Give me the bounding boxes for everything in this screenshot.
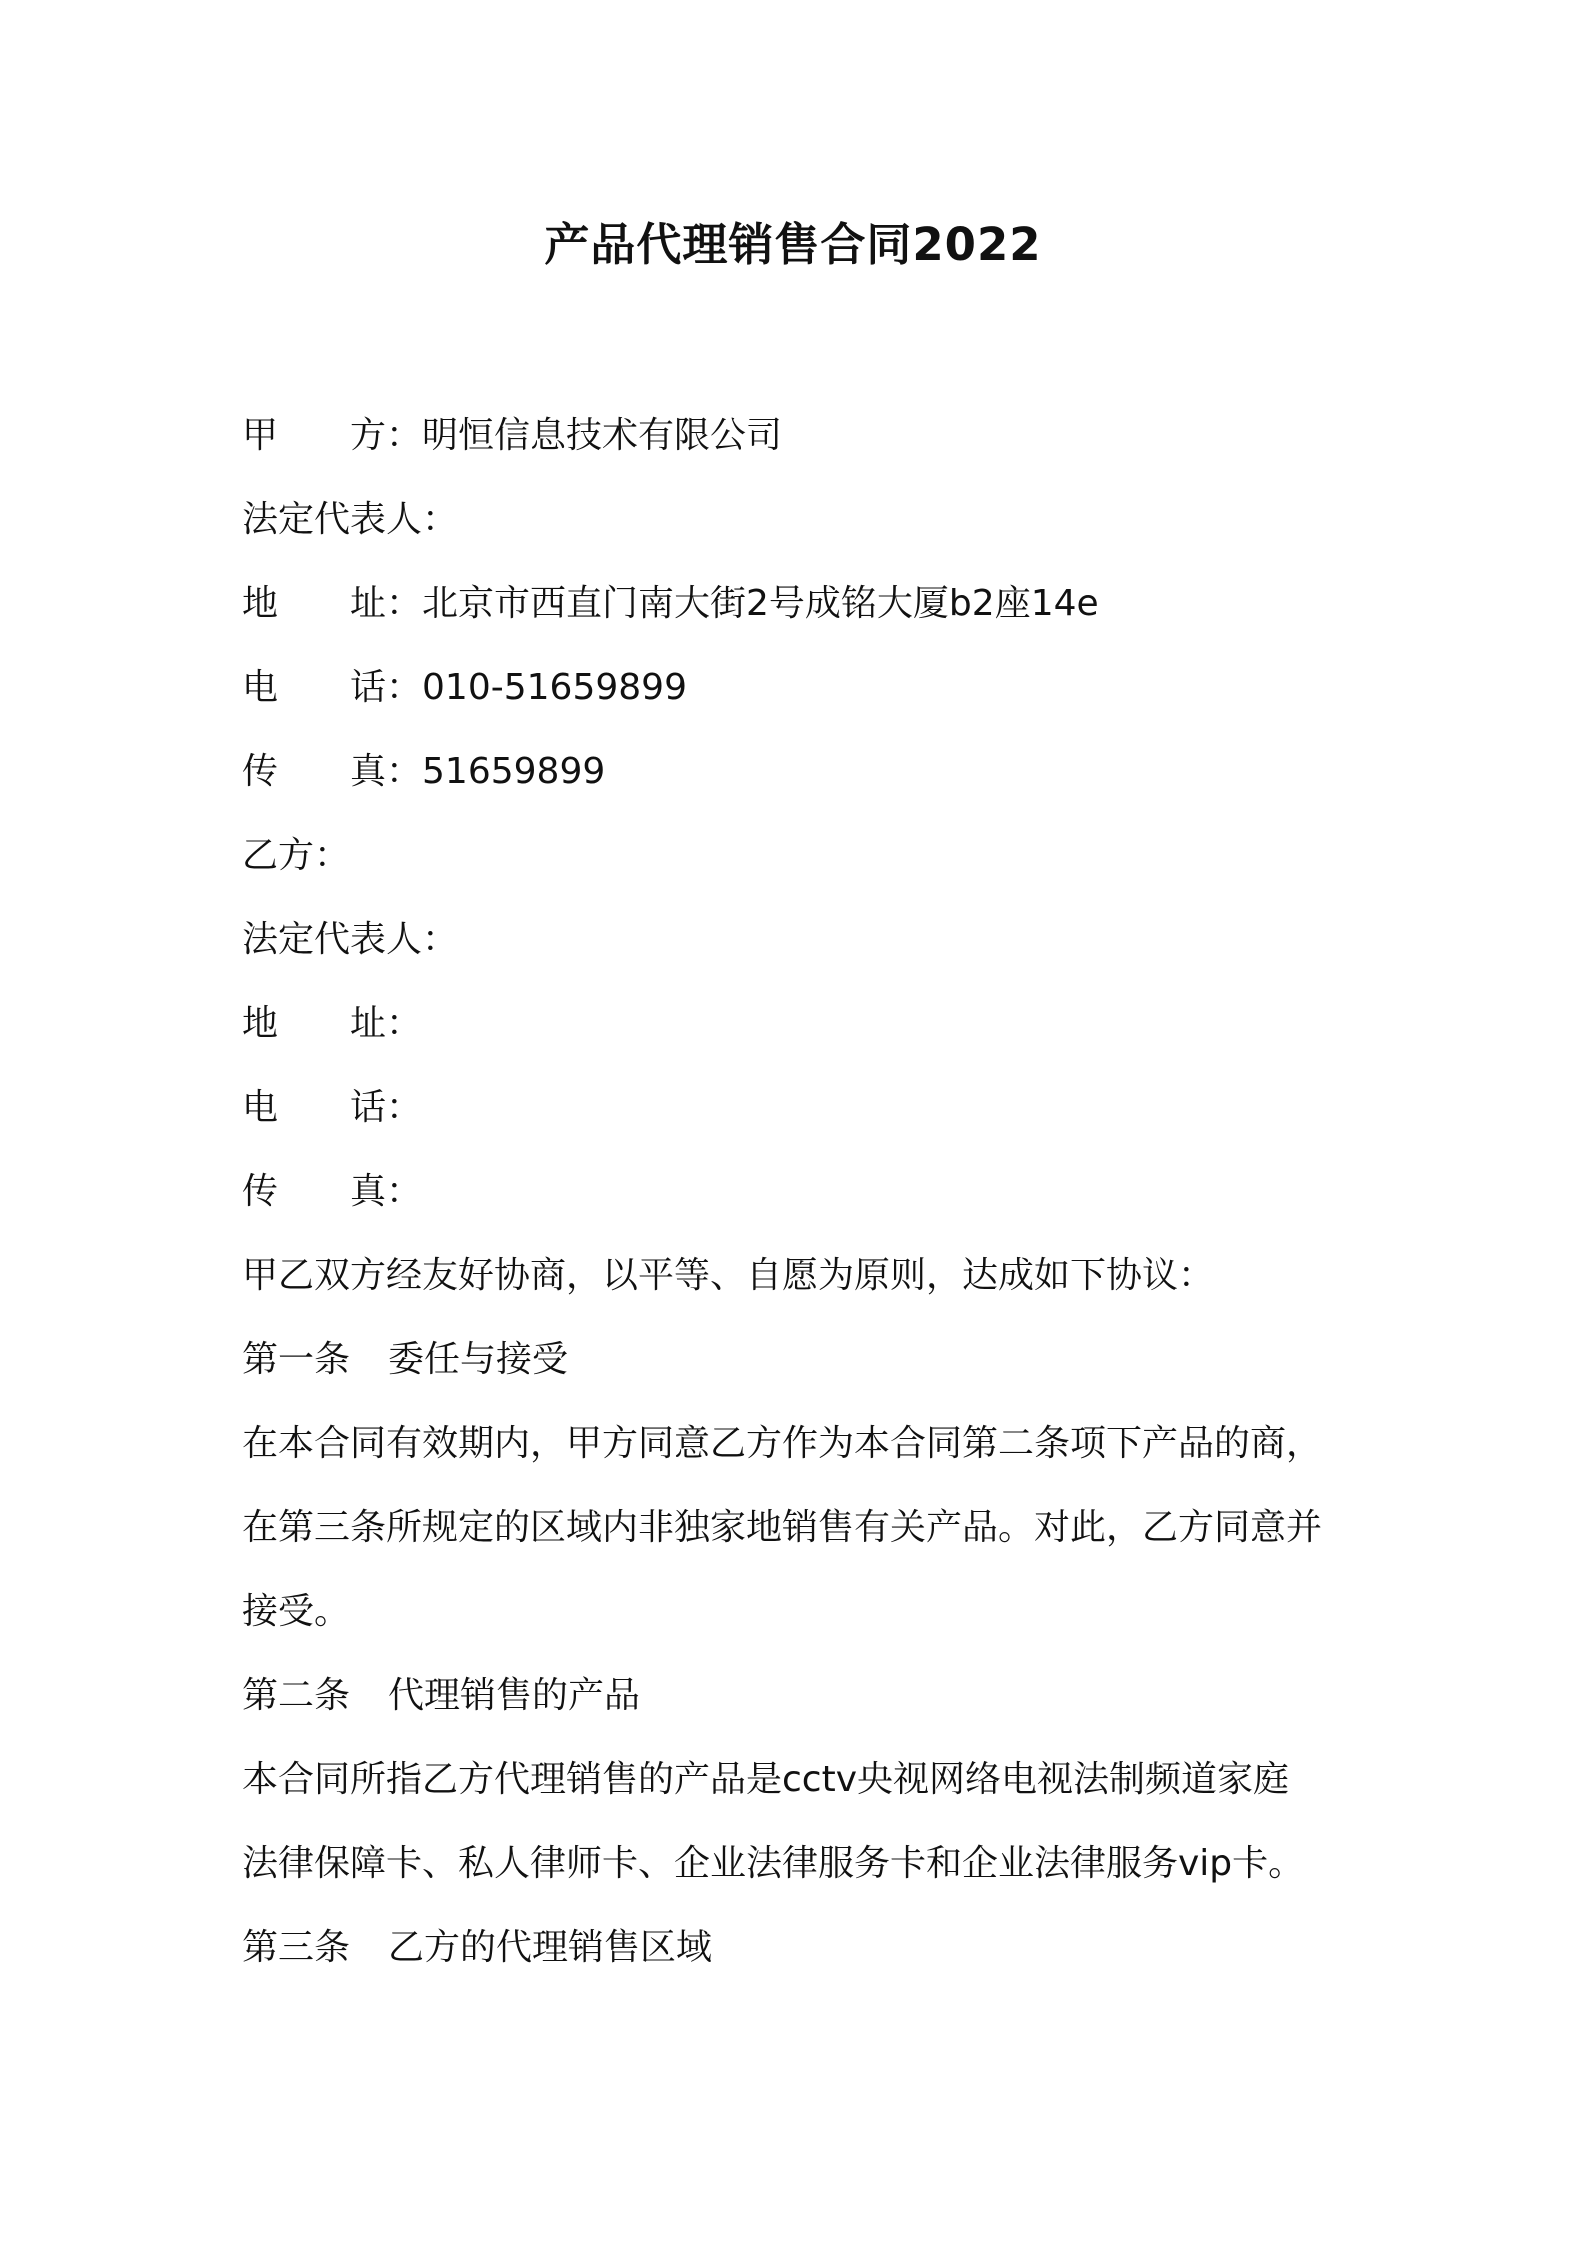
party-a-line — [242, 411, 782, 461]
article-3-heading: 乙方的代理销售区域 — [388, 1927, 713, 1968]
document-title: 产品代理销售合同2022 — [544, 218, 1042, 271]
article-1-text-line: 在第三条所规定的区域内非独家地销售有关产品。对此，乙方同意并 — [242, 1507, 1323, 1548]
party-a-address-label-second: 址： — [350, 583, 423, 624]
article-3-number: 第三条 — [242, 1927, 351, 1968]
party-a-address: 北京市西直门南大街2号成铭大厦b2座14e — [422, 583, 1099, 624]
party-a-fax: 51659899 — [422, 751, 606, 792]
party-b-address-label-first: 地 — [242, 1003, 279, 1044]
party-b-fax-label-first: 传 — [242, 1171, 279, 1212]
article-2-heading-line — [242, 1671, 640, 1721]
party-a-address-line — [242, 579, 1099, 629]
article-2-number: 第二条 — [242, 1675, 351, 1716]
article-1-heading-line — [242, 1335, 568, 1385]
party-a-label-second: 方： — [350, 415, 423, 456]
article-1-number: 第一条 — [242, 1339, 351, 1380]
party-b-phone-line — [242, 1083, 422, 1133]
party-b-legal-rep-line — [242, 915, 458, 965]
party-a-label-first: 甲 — [242, 415, 279, 456]
party-a-phone-label-second: 话： — [350, 667, 423, 708]
article-2-text-line: 本合同所指乙方代理销售的产品是cctv央视网络电视法制频道家庭 — [242, 1759, 1290, 1800]
party-a-fax-line — [242, 747, 605, 797]
article-1-text-line: 在本合同有效期内，甲方同意乙方作为本合同第二条项下产品的商， — [242, 1423, 1323, 1464]
party-a-name: 明恒信息技术有限公司 — [422, 415, 783, 456]
article-2-heading: 代理销售的产品 — [388, 1675, 641, 1716]
party-a-address-label-first: 地 — [242, 583, 279, 624]
party-b-fax-line — [242, 1167, 422, 1217]
party-a-legal-rep-label: 法定代表人： — [242, 499, 459, 540]
party-b-phone-label-second: 话： — [350, 1087, 423, 1128]
party-a-legal-rep-line — [242, 495, 458, 545]
party-a-phone: 010-51659899 — [422, 667, 687, 708]
party-a-phone-label-first: 电 — [242, 667, 279, 708]
party-b-label: 乙方： — [242, 835, 351, 876]
party-b-fax-label-second: 真： — [350, 1171, 423, 1212]
article-1-heading: 委任与接受 — [388, 1339, 569, 1380]
article-1-text-line: 接受。 — [242, 1591, 351, 1632]
party-b-address-line — [242, 999, 422, 1049]
party-b-phone-label-first: 电 — [242, 1087, 279, 1128]
party-a-fax-label-first: 传 — [242, 751, 279, 792]
party-b-legal-rep-label: 法定代表人： — [242, 919, 459, 960]
intro-paragraph: 甲乙双方经友好协商，以平等、自愿为原则，达成如下协议： — [242, 1255, 1215, 1296]
party-a-phone-line — [242, 663, 687, 713]
party-b-line — [242, 831, 350, 881]
party-a-fax-label-second: 真： — [350, 751, 423, 792]
article-3-heading-line — [242, 1923, 712, 1973]
article-2-text-line: 法律保障卡、私人律师卡、企业法律服务卡和企业法律服务vip卡。 — [242, 1843, 1305, 1884]
party-b-address-label-second: 址： — [350, 1003, 423, 1044]
